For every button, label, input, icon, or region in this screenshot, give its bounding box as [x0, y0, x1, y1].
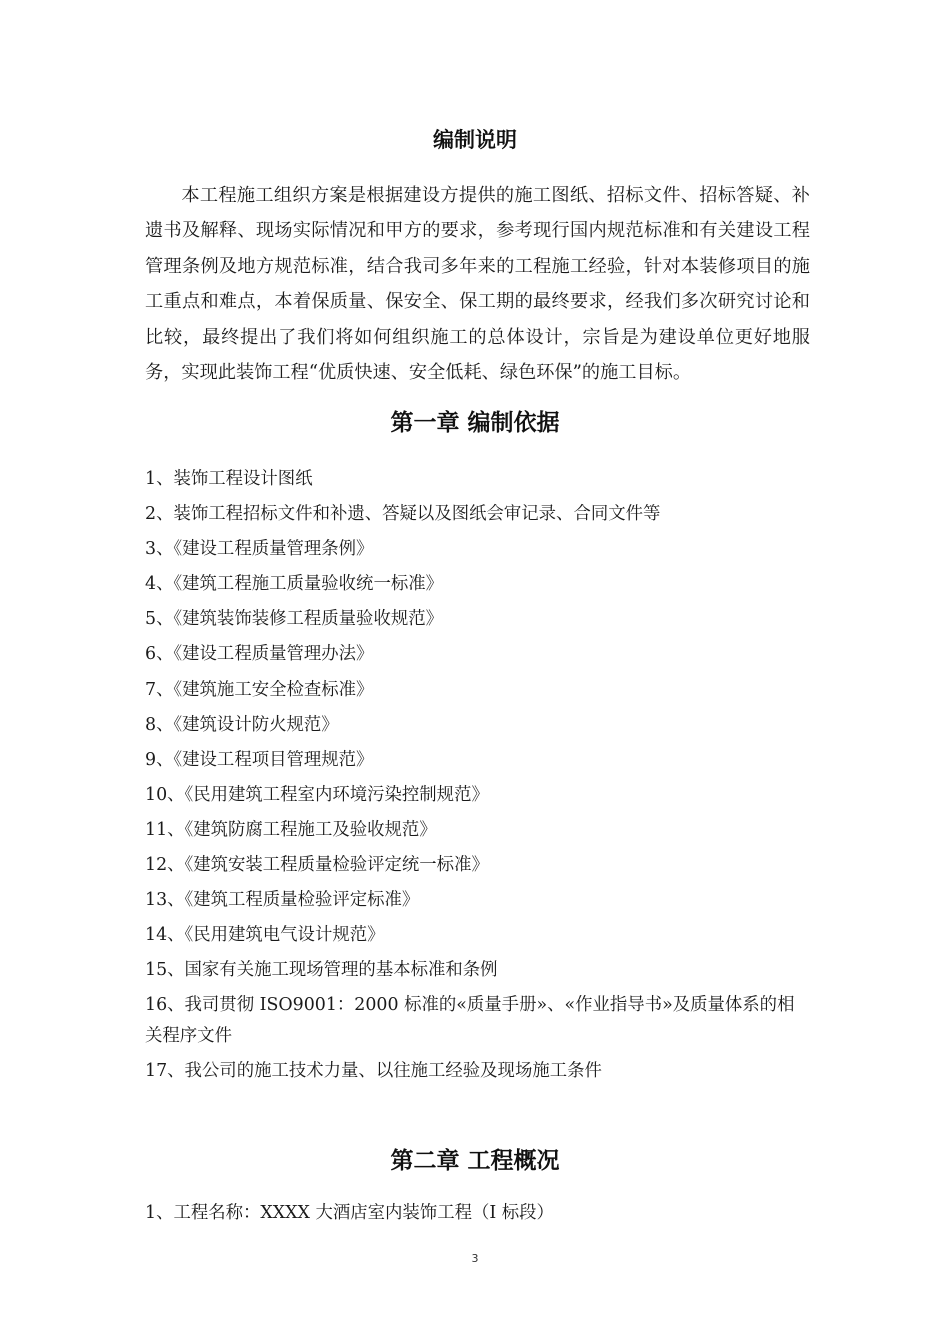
basis-item: 9、《建设工程项目管理规范》	[145, 749, 374, 770]
basis-item: 12、《建筑安装工程质量检验评定统一标准》	[145, 855, 489, 876]
project-name-line: 1、工程名称：XXXX 大酒店室内装饰工程（I 标段）	[145, 1203, 554, 1223]
basis-item: 17、我公司的施工技术力量、以往施工经验及现场施工条件	[145, 1061, 602, 1082]
basis-item: 13、《建筑工程质量检验评定标准》	[145, 890, 420, 911]
basis-item: 4、《建筑工程施工质量验收统一标准》	[145, 574, 444, 595]
basis-item: 16、我司贯彻 ISO9001：2000 标准的«质量手册»、«作业指导书»及质量体系的相关程序文件	[145, 995, 795, 1046]
chapter2-title: 第二章 工程概况	[390, 1148, 560, 1174]
basis-item: 10、《民用建筑工程室内环境污染控制规范》	[145, 784, 489, 805]
basis-item: 14、《民用建筑电气设计规范》	[145, 925, 385, 946]
intro-paragraph: 本工程施工组织方案是根据建设方提供的施工图纸、招标文件、招标答疑、补遗书及解释、现场实际情况和甲方的要求，参考现行国内规范标准和有关建设工程管理条例及地方规范标准，结合我司多年来的工程施工经验，针对本装修项目的施工重点和难点，本着保质量、保安全、保工期的最终要求，经我们多次研究讨论和比较，最终提出了我们将如何组织施工的总体设计，宗旨是为建设单位更好地服务，实现此装饰工程“优质快速、安全低耗、绿色环保”的施工目标。	[145, 185, 810, 384]
chapter1-title: 第一章 编制依据	[390, 410, 560, 436]
basis-item: 15、国家有关施工现场管理的基本标准和条例	[145, 960, 498, 981]
page-number: 3	[471, 1252, 479, 1265]
basis-item: 1、装饰工程设计图纸	[145, 469, 313, 489]
basis-item: 3、《建设工程质量管理条例》	[145, 539, 374, 560]
basis-item: 6、《建设工程质量管理办法》	[145, 644, 374, 665]
basis-item: 7、《建筑施工安全检查标准》	[145, 679, 374, 700]
intro-title: 编制说明	[433, 128, 517, 152]
basis-item: 2、装饰工程招标文件和补遗、答疑以及图纸会审记录、合同文件等	[145, 504, 661, 525]
basis-item: 5、《建筑装饰装修工程质量验收规范》	[145, 609, 444, 630]
basis-list	[145, 462, 810, 1090]
basis-item: 11、《建筑防腐工程施工及验收规范》	[145, 819, 437, 840]
basis-item: 8、《建筑设计防火规范》	[145, 714, 339, 735]
